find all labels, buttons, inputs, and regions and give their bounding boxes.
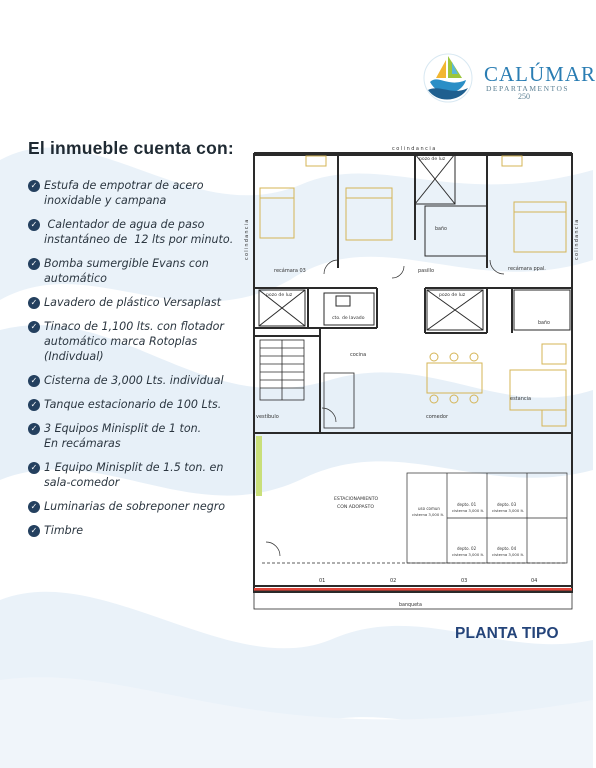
brand-number: 250 (518, 92, 530, 101)
brand-name: CALÚMAR (484, 62, 596, 86)
comedor-label: comedor (426, 414, 449, 420)
recamara-03-label: recámara 03 (274, 268, 306, 274)
feature-item (28, 178, 250, 208)
feature-line: Calentador de agua de paso (44, 218, 205, 231)
feature-line: (Indivdual) (44, 350, 104, 363)
depto03-cisterna: cisterna 3,000 lt. (492, 508, 525, 513)
banqueta-label: banqueta (399, 603, 422, 608)
check-circle-icon: ✓ (28, 258, 40, 270)
cajon-01-label: 01 (319, 578, 326, 584)
feature-item (28, 256, 250, 286)
feature-item (28, 217, 250, 247)
pozo-luz-right-label: pozo de luz (439, 293, 466, 298)
feature-text (44, 217, 233, 247)
check-circle-icon: ✓ (28, 462, 40, 474)
feature-text (44, 319, 224, 364)
bano-right-label: baño (538, 321, 550, 326)
pasillo-label: pasillo (418, 268, 435, 274)
uso-comun-cisterna: cisterna 3,000 lt. (412, 512, 445, 517)
pozo-luz-left-label: pozo de luz (266, 293, 293, 298)
feature-text (44, 499, 225, 514)
feature-item (28, 319, 250, 364)
recamara-ppal-label: recámara ppal. (508, 266, 546, 272)
feature-item (28, 499, 250, 514)
feature-line: instantáneo de 12 lts por minuto. (44, 233, 234, 246)
depto02-label: depto. 02 (457, 546, 477, 551)
pozo-luz-top-label: pozo de luz (419, 157, 446, 162)
feature-line: sala-comedor (44, 476, 120, 489)
feature-line: automático marca Rotoplas (44, 335, 198, 348)
features-heading: El inmueble cuenta con: (28, 138, 234, 158)
brand-subtitle: DEPARTAMENTOS (486, 84, 570, 93)
check-circle-icon: ✓ (28, 375, 40, 387)
feature-line: Bomba sumergible Evans con (44, 257, 209, 270)
depto03-label: depto. 03 (497, 502, 517, 507)
feature-line: Tinaco de 1,100 lts. con flotador (44, 320, 224, 333)
feature-text (44, 256, 209, 286)
check-circle-icon: ✓ (28, 321, 40, 333)
feature-line: Lavadero de plástico Versaplast (44, 296, 221, 309)
adopasto-label: CON ADOPASTO (337, 505, 374, 510)
uso-comun-label: uso comun (418, 506, 440, 511)
bano-top-label: baño (435, 227, 447, 232)
feature-line: Estufa de empotrar de acero (44, 179, 204, 192)
feature-item (28, 421, 250, 451)
feature-line: inoxidable y campana (44, 194, 167, 207)
feature-text (44, 178, 204, 208)
feature-item (28, 460, 250, 490)
colindancia-right-label: colindancia (574, 218, 580, 260)
check-circle-icon: ✓ (28, 297, 40, 309)
plan-title: PLANTA TIPO (455, 625, 559, 642)
colindancia-left-label: colindancia (244, 218, 250, 260)
feature-line: automático (44, 272, 107, 285)
feature-line: Timbre (44, 524, 84, 537)
feature-line: Cisterna de 3,000 Lts. individual (44, 374, 224, 387)
feature-line: En recámaras (44, 437, 121, 450)
floor-plan (242, 148, 578, 628)
feature-line: Luminarias de sobreponer negro (44, 500, 226, 513)
feature-text (44, 460, 223, 490)
cajon-03-label: 03 (461, 578, 468, 584)
feature-text (44, 373, 224, 388)
depto01-label: depto. 01 (457, 502, 477, 507)
feature-item (28, 523, 250, 538)
feature-item (28, 295, 250, 310)
cto-lavado-label: cto. de lavado (332, 316, 365, 321)
features-list (28, 178, 250, 547)
cajon-02-label: 02 (390, 578, 397, 584)
depto02-cisterna: cisterna 3,000 lt. (452, 552, 485, 557)
feature-line: 3 Equipos Minisplit de 1 ton. (44, 422, 202, 435)
feature-text (44, 421, 201, 451)
cajon-04-label: 04 (531, 578, 538, 584)
check-circle-icon: ✓ (28, 423, 40, 435)
estacionamiento-label: ESTACIONAMIENTO (334, 497, 379, 502)
check-circle-icon: ✓ (28, 399, 40, 411)
check-circle-icon: ✓ (28, 219, 40, 231)
feature-text (44, 295, 221, 310)
colindancia-top-label: colindancia (392, 146, 437, 152)
feature-line: 1 Equipo Minisplit de 1.5 ton. en (44, 461, 224, 474)
vestibulo-label: vestíbulo (256, 414, 279, 420)
feature-text (44, 523, 83, 538)
estancia-label: estancia (510, 396, 532, 402)
depto04-cisterna: cisterna 3,000 lt. (492, 552, 525, 557)
feature-item (28, 397, 250, 412)
check-circle-icon: ✓ (28, 525, 40, 537)
check-circle-icon: ✓ (28, 180, 40, 192)
check-circle-icon: ✓ (28, 501, 40, 513)
depto04-label: depto. 04 (497, 546, 517, 551)
cocina-label: cocina (350, 352, 367, 358)
feature-item (28, 373, 250, 388)
depto01-cisterna: cisterna 3,000 lt. (452, 508, 485, 513)
feature-text (44, 397, 221, 412)
feature-line: Tanque estacionario de 100 Lts. (44, 398, 222, 411)
